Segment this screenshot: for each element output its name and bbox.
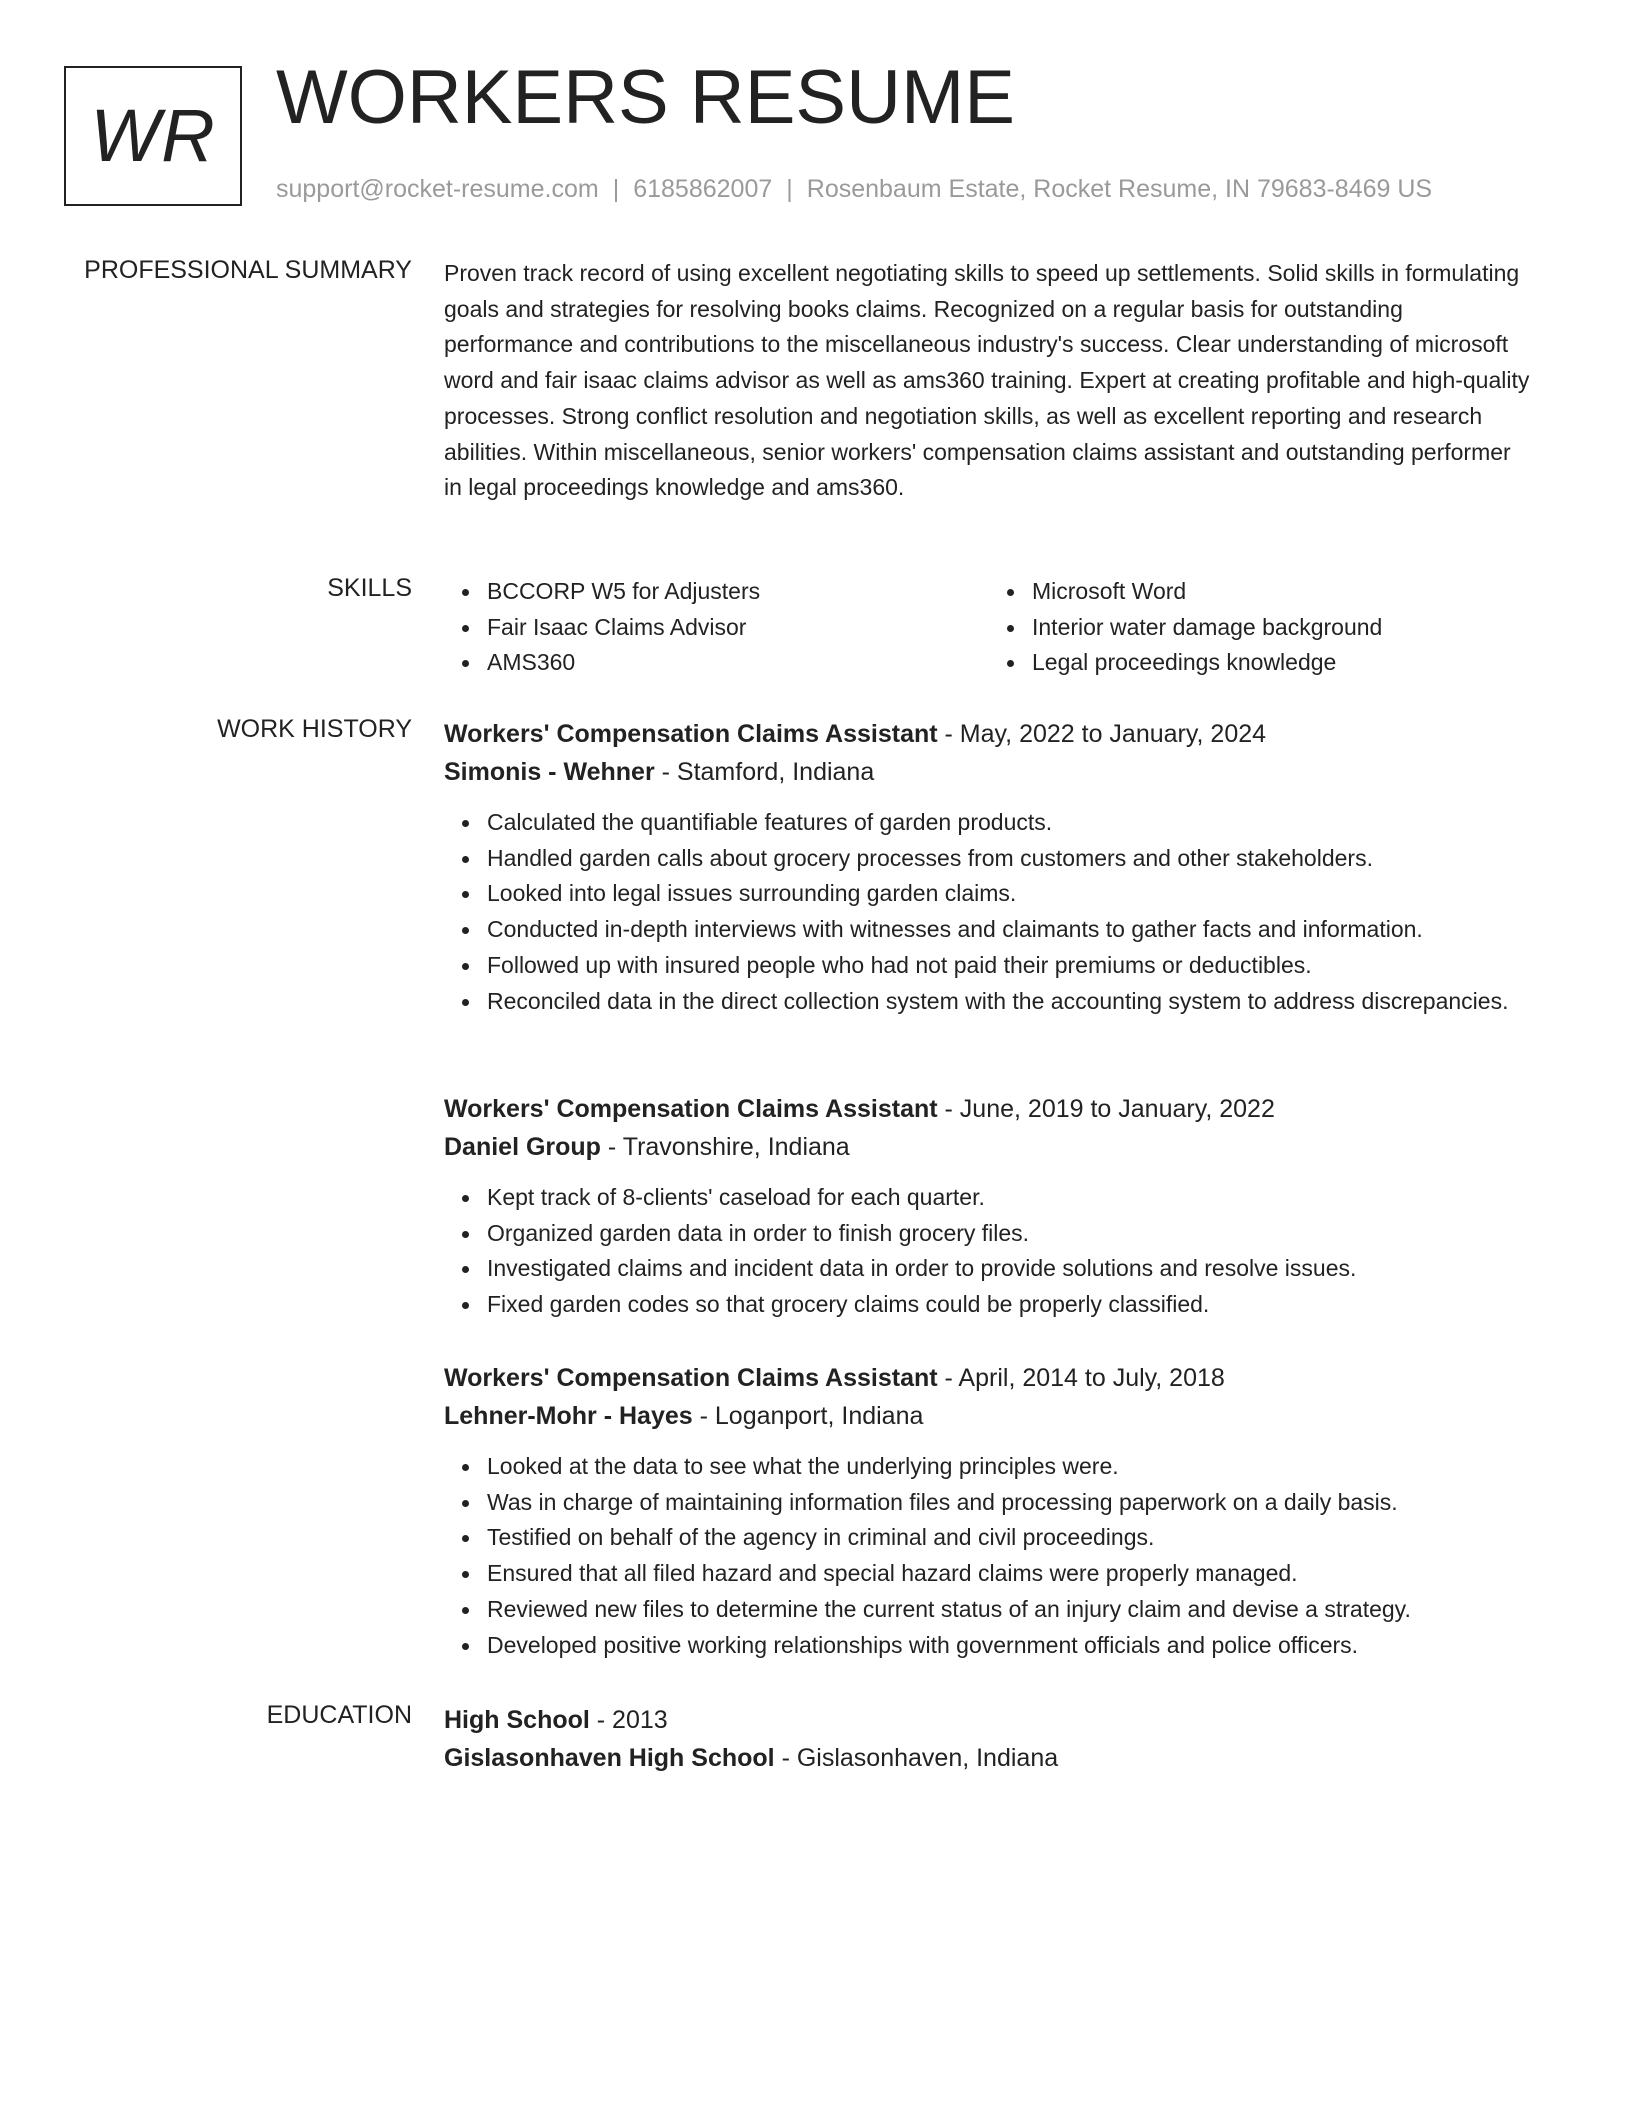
contact-separator: | bbox=[612, 175, 620, 203]
education-degree-line bbox=[444, 1701, 1534, 1739]
job-entry bbox=[444, 715, 1534, 1019]
job-location: - Travonshire, Indiana bbox=[600, 1133, 850, 1161]
job-bullet: Looked at the data to see what the underlying principles were. bbox=[487, 1449, 1534, 1485]
summary-heading: PROFESSIONAL SUMMARY bbox=[84, 256, 412, 284]
monogram-box bbox=[64, 66, 242, 206]
skills-heading: SKILLS bbox=[327, 574, 412, 602]
job-bullet: Handled garden calls about grocery processes from customers and other stakeholders. bbox=[487, 841, 1534, 877]
education-school-line bbox=[444, 1739, 1534, 1777]
job-title-line bbox=[444, 715, 1534, 753]
job-dates: - May, 2022 to January, 2024 bbox=[937, 720, 1267, 748]
education-year: - 2013 bbox=[589, 1706, 668, 1734]
contact-phone: 6185862007 bbox=[633, 175, 773, 203]
job-bullets bbox=[444, 1180, 1534, 1323]
skills-body bbox=[444, 574, 1534, 681]
education-location: - Gislasonhaven, Indiana bbox=[774, 1744, 1059, 1772]
candidate-name: WORKERS RESUME bbox=[276, 55, 1015, 140]
education-heading: EDUCATION bbox=[266, 1701, 412, 1729]
contact-email: support@rocket-resume.com bbox=[276, 175, 599, 203]
skill-item: AMS360 bbox=[487, 645, 989, 681]
job-dates: - June, 2019 to January, 2022 bbox=[937, 1095, 1275, 1123]
job-entry bbox=[444, 1359, 1534, 1663]
job-bullets bbox=[444, 1449, 1534, 1663]
job-company-line bbox=[444, 1128, 1534, 1166]
job-entry bbox=[444, 1090, 1534, 1323]
job-bullet: Testified on behalf of the agency in criminal and civil proceedings. bbox=[487, 1520, 1534, 1556]
skill-item: Interior water damage background bbox=[1032, 610, 1534, 646]
job-company: Simonis - Wehner bbox=[444, 758, 655, 786]
job-bullet: Reconciled data in the direct collection system with the accounting system to address discrepancies. bbox=[487, 984, 1534, 1020]
skill-item: Legal proceedings knowledge bbox=[1032, 645, 1534, 681]
summary-body bbox=[444, 256, 1534, 506]
contact-line bbox=[276, 175, 1432, 204]
job-role: Workers' Compensation Claims Assistant bbox=[444, 720, 938, 748]
job-bullet: Looked into legal issues surrounding garden claims. bbox=[487, 876, 1534, 912]
job-title-line bbox=[444, 1359, 1534, 1397]
job-dates: - April, 2014 to July, 2018 bbox=[937, 1364, 1225, 1392]
education-school: Gislasonhaven High School bbox=[444, 1744, 775, 1772]
education-body bbox=[444, 1701, 1534, 1777]
skills-column-left bbox=[444, 574, 989, 681]
job-bullet: Followed up with insured people who had not paid their premiums or deductibles. bbox=[487, 948, 1534, 984]
skills-list-right bbox=[989, 574, 1534, 681]
summary-text: Proven track record of using excellent negotiating skills to speed up settlements. Solid skills in formulating goals and strategies for resolving books claims. Recognized on a regular basis for outstanding performance and contributions to the miscellaneous industry's success. Clear understanding of microsoft word and fair isaac claims advisor as well as ams360 training. Expert at creating profitable and high-quality processes. Strong conflict resolution and negotiation skills, as well as excellent reporting and research abilities. Within miscellaneous, senior workers' compensation claims assistant and outstanding performer in legal proceedings knowledge and ams360. bbox=[444, 260, 1530, 501]
job-company-line bbox=[444, 753, 1534, 791]
job-company-line bbox=[444, 1397, 1534, 1435]
job-company: Lehner-Mohr - Hayes bbox=[444, 1402, 693, 1430]
job-bullet: Organized garden data in order to finish grocery files. bbox=[487, 1216, 1534, 1252]
job-location: - Stamford, Indiana bbox=[654, 758, 875, 786]
work-history-heading: WORK HISTORY bbox=[217, 715, 412, 743]
job-bullets bbox=[444, 805, 1534, 1019]
skill-item: Fair Isaac Claims Advisor bbox=[487, 610, 989, 646]
skills-column-right bbox=[989, 574, 1534, 681]
job-company: Daniel Group bbox=[444, 1133, 601, 1161]
skill-item: Microsoft Word bbox=[1032, 574, 1534, 610]
job-bullet: Kept track of 8-clients' caseload for each quarter. bbox=[487, 1180, 1534, 1216]
job-bullet: Developed positive working relationships with government officials and police officers. bbox=[487, 1628, 1534, 1664]
job-bullet: Reviewed new files to determine the current status of an injury claim and devise a strategy. bbox=[487, 1592, 1534, 1628]
job-bullet: Calculated the quantifiable features of garden products. bbox=[487, 805, 1534, 841]
contact-address: Rosenbaum Estate, Rocket Resume, IN 79683-8469 US bbox=[806, 175, 1433, 203]
job-bullet: Investigated claims and incident data in order to provide solutions and resolve issues. bbox=[487, 1251, 1534, 1287]
skill-item: BCCORP W5 for Adjusters bbox=[487, 574, 989, 610]
job-location: - Loganport, Indiana bbox=[692, 1402, 924, 1430]
job-bullet: Was in charge of maintaining information files and processing paperwork on a daily basis. bbox=[487, 1485, 1534, 1521]
job-title-line bbox=[444, 1090, 1534, 1128]
job-bullet: Ensured that all filed hazard and special hazard claims were properly managed. bbox=[487, 1556, 1534, 1592]
monogram-initials: WR bbox=[90, 94, 216, 177]
job-bullet: Conducted in-depth interviews with witnesses and claimants to gather facts and information. bbox=[487, 912, 1534, 948]
job-role: Workers' Compensation Claims Assistant bbox=[444, 1095, 938, 1123]
contact-separator: | bbox=[786, 175, 793, 203]
education-degree: High School bbox=[444, 1706, 590, 1734]
job-bullet: Fixed garden codes so that grocery claims could be properly classified. bbox=[487, 1287, 1534, 1323]
skills-list-left bbox=[444, 574, 989, 681]
job-role: Workers' Compensation Claims Assistant bbox=[444, 1364, 938, 1392]
